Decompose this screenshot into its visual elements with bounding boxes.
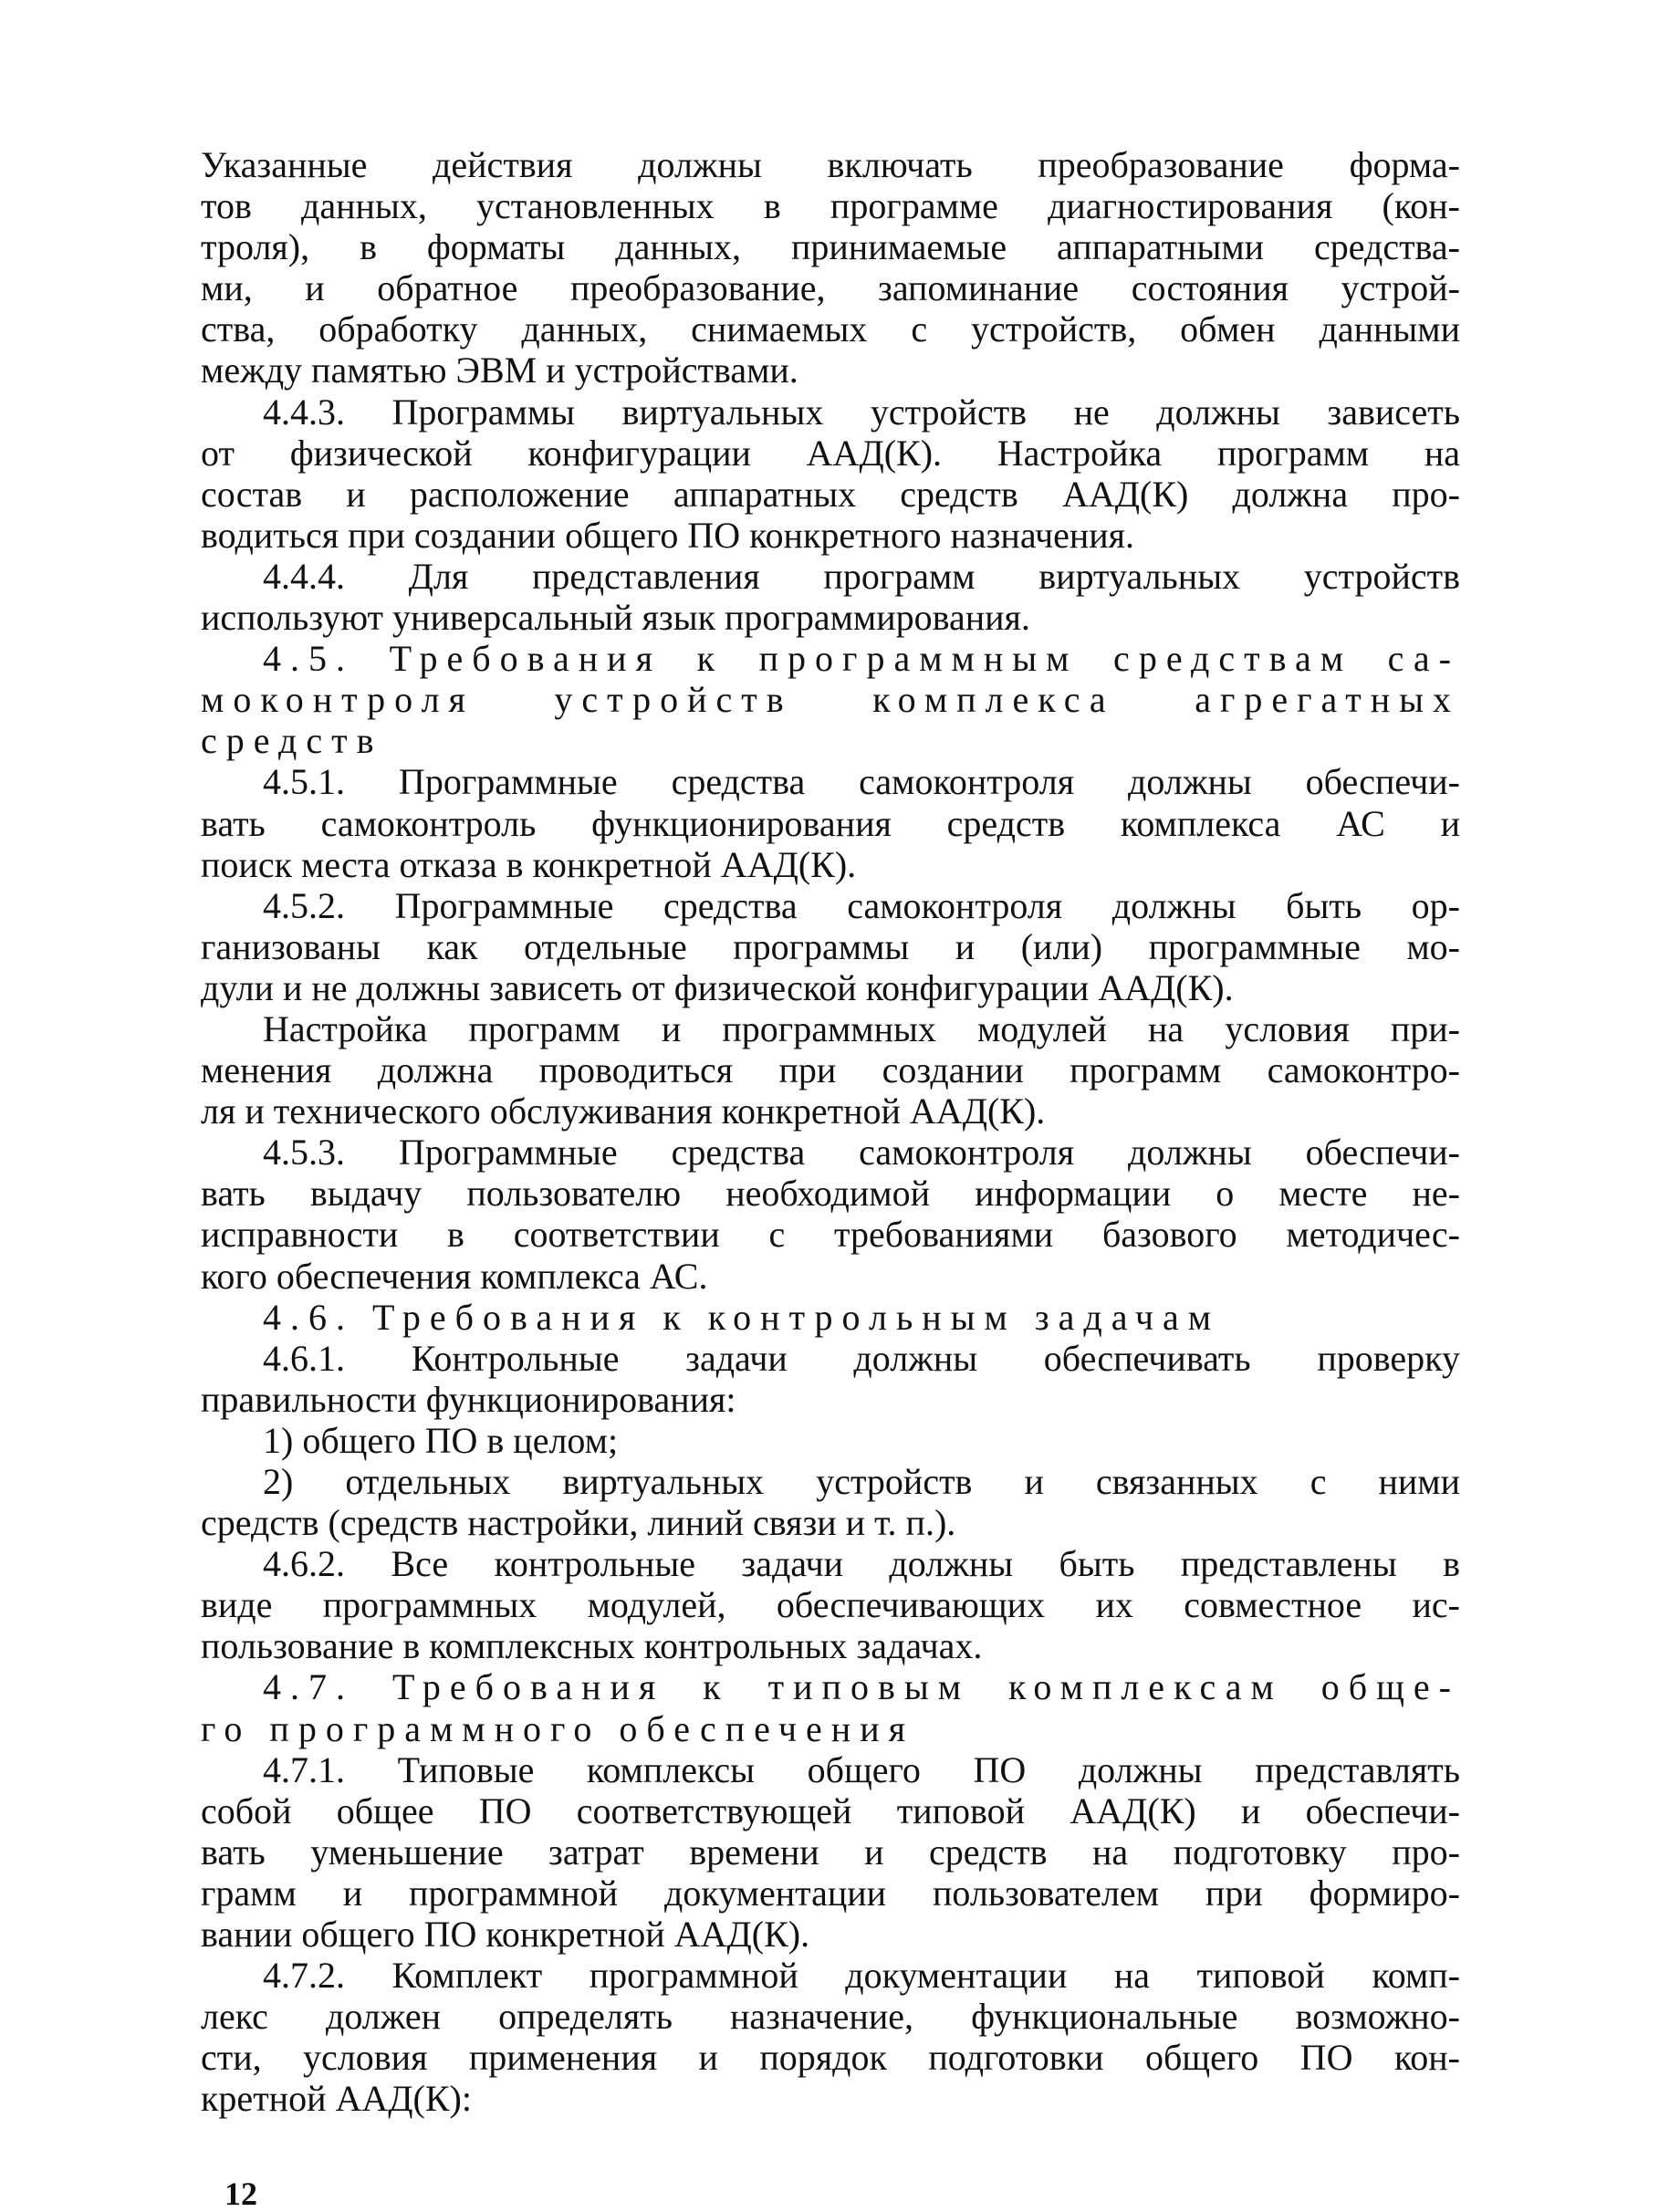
text-line: между памятью ЭВМ и устройствами. xyxy=(201,350,798,391)
text-line: вании общего ПО конкретной ААД(К). xyxy=(201,1914,810,1956)
text-line: 4.6.1. Контрольные задачи должны обеспечивать проверку xyxy=(263,1337,1460,1379)
text-line: водиться при создании общего ПО конкретного назначения. xyxy=(201,514,1135,556)
text-line: 4.5.1. Программные средства самоконтроля должны обеспечи- xyxy=(263,761,1460,803)
text-line: вать уменьшение затрат времени и средств на подготовку про- xyxy=(201,1831,1460,1873)
paragraph xyxy=(201,1543,1460,1666)
paragraph xyxy=(201,556,1460,638)
paragraph xyxy=(201,1749,1460,1955)
section-heading xyxy=(201,1297,1460,1338)
text-line: кретной ААД(К): xyxy=(201,2078,472,2120)
text-line: от физической конфигурации ААД(К). Настройка программ на xyxy=(201,432,1460,474)
text-line: моконтроля устройств комплекса агрегатных xyxy=(201,679,1460,721)
text-line: кого обеспечения комплекса АС. xyxy=(201,1255,708,1297)
text-line: виде программных модулей, обеспечивающих их совместное ис- xyxy=(201,1584,1460,1626)
text-line: собой общее ПО соответствующей типовой ААД(К) и обеспечи- xyxy=(201,1789,1460,1831)
text-line: троля), в форматы данных, принимаемые аппаратными средства- xyxy=(201,226,1460,268)
text-line: тов данных, установленных в программе диагностирования (кон- xyxy=(201,185,1460,227)
text-line: поиск места отказа в конкретной ААД(К). xyxy=(201,843,857,885)
text-line: менения должна проводиться при создании программ самоконтро- xyxy=(201,1049,1460,1091)
text-line: 4.5.2. Программные средства самоконтроля должны быть ор- xyxy=(263,884,1460,926)
text-line: 4.7.1. Типовые комплексы общего ПО должны представлять xyxy=(263,1748,1460,1790)
text-line: 4.5.3. Программные средства самоконтроля должны обеспечи- xyxy=(263,1132,1460,1174)
page-number: 12 xyxy=(224,2175,257,2212)
text-line: ми, и обратное преобразование, запоминание состояния устрой- xyxy=(201,267,1460,309)
text-line: пользование в комплексных контрольных задачах. xyxy=(201,1625,983,1667)
paragraph xyxy=(201,1420,1460,1461)
text-line: грамм и программной документации пользователем при формиро- xyxy=(201,1872,1460,1914)
text-line: ганизованы как отдельные программы и (или) программные мо- xyxy=(201,925,1460,967)
text-line: Настройка программ и программных модулей на условия при- xyxy=(263,1007,1460,1049)
text-line: 2) отдельных виртуальных устройств и связанных с ними xyxy=(263,1461,1460,1502)
paragraph xyxy=(201,1132,1460,1296)
text-line: 4.7.2. Комплект программной документации на типовой комп- xyxy=(263,1955,1460,1997)
section-heading xyxy=(201,1666,1460,1748)
paragraph xyxy=(201,391,1460,556)
text-line: лекс должен определять назначение, функциональные возможно- xyxy=(201,1996,1460,2038)
text-line: используют универсальный язык программирования. xyxy=(201,597,1030,639)
paragraph xyxy=(201,885,1460,1008)
text-line: 4.4.3. Программы виртуальных устройств не должны зависеть xyxy=(263,391,1460,433)
text-line: дули и не должны зависеть от физической конфигурации ААД(К). xyxy=(201,966,1234,1008)
text-line: средств xyxy=(201,720,383,762)
text-line: средств (средств настройки, линий связи и т. п.). xyxy=(201,1502,956,1544)
paragraph xyxy=(201,1955,1460,2119)
text-line: вать самоконтроль функционирования средств комплекса АС и xyxy=(201,802,1460,844)
paragraph xyxy=(201,144,1460,391)
text-line: состав и расположение аппаратных средств ААД(К) должна про- xyxy=(201,473,1460,515)
paragraph xyxy=(201,1338,1460,1420)
paragraph xyxy=(201,1461,1460,1543)
text-line: исправности в соответствии с требованиями базового методичес- xyxy=(201,1214,1460,1256)
text-line: вать выдачу пользователю необходимой информации о месте не- xyxy=(201,1173,1460,1215)
section-heading xyxy=(201,638,1460,761)
paragraph xyxy=(201,1008,1460,1132)
text-line: 4.7. Требования к типовым комплексам обще- xyxy=(263,1666,1460,1708)
paragraph xyxy=(201,761,1460,884)
text-line: Указанные действия должны включать преобразование форма- xyxy=(201,144,1460,185)
text-line: 4.6. Требования к контрольным задачам xyxy=(263,1296,1221,1338)
text-line: ля и технического обслуживания конкретной ААД(К). xyxy=(201,1090,1046,1132)
text-line: 1) общего ПО в целом; xyxy=(263,1419,619,1461)
text-line: 4.5. Требования к программным средствам са- xyxy=(263,638,1460,680)
text-line: сти, условия применения и порядок подготовки общего ПО кон- xyxy=(201,2037,1460,2079)
text-line: правильности функционирования: xyxy=(201,1378,736,1420)
document-body xyxy=(201,144,1460,2120)
text-line: ства, обработку данных, снимаемых с устройств, обмен данными xyxy=(201,308,1460,350)
text-line: 4.6.2. Все контрольные задачи должны быть представлены в xyxy=(263,1543,1460,1585)
text-line: 4.4.4. Для представления программ виртуальных устройств xyxy=(263,555,1460,597)
text-line: го программного обеспечения xyxy=(201,1707,914,1749)
